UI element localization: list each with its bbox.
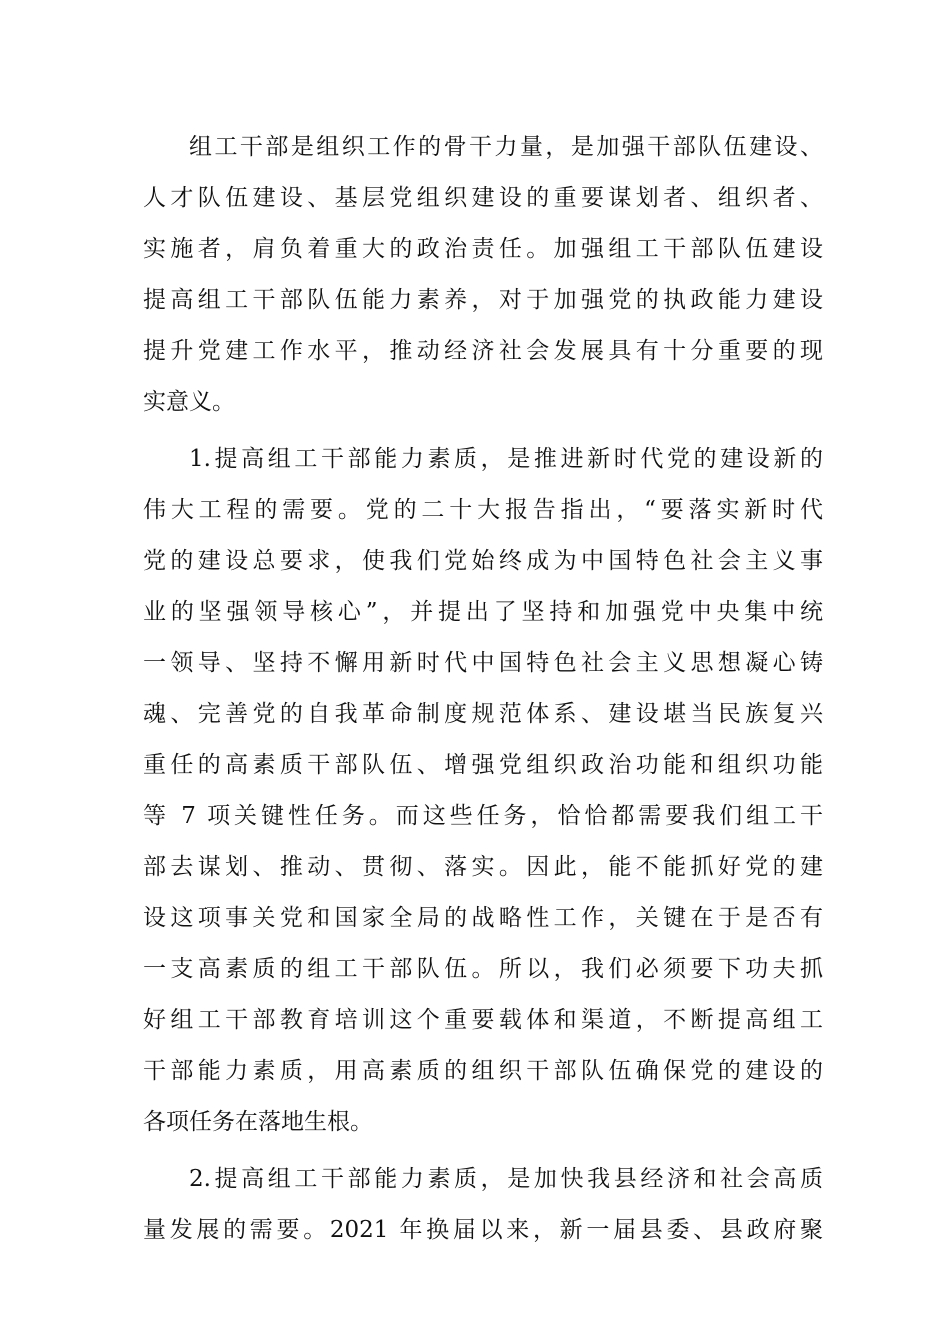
text-line: 等 7 项关键性任务。而这些任务，恰恰都需要我们组工干	[143, 803, 823, 829]
text-line: 业的坚强领导核心”，并提出了坚持和加强党中央集中统	[143, 599, 823, 625]
paragraph-point-2	[143, 1154, 823, 1256]
text-line: 党的建设总要求，使我们党始终成为中国特色社会主义事	[143, 548, 823, 574]
text-line: 伟大工程的需要。党的二十大报告指出，“要落实新时代	[143, 497, 823, 523]
text-line: 重任的高素质干部队伍、增强党组织政治功能和组织功能	[143, 752, 823, 778]
paragraph-point-1	[143, 434, 823, 1148]
text-line: 组工干部是组织工作的骨干力量，是加强干部队伍建设、	[189, 134, 823, 160]
paragraph-intro	[143, 122, 823, 428]
text-line: 1.提高组工干部能力素质，是推进新时代党的建设新的	[189, 446, 823, 472]
text-line: 2.提高组工干部能力素质，是加快我县经济和社会高质	[189, 1166, 823, 1192]
text-line: 各项任务在落地生根。	[143, 1109, 373, 1135]
text-line: 提升党建工作水平，推动经济社会发展具有十分重要的现	[143, 338, 823, 364]
text-line: 一领导、坚持不懈用新时代中国特色社会主义思想凝心铸	[143, 650, 823, 676]
text-line: 魂、完善党的自我革命制度规范体系、建设堪当民族复兴	[143, 701, 823, 727]
text-line: 部去谋划、推动、贯彻、落实。因此，能不能抓好党的建	[143, 854, 823, 880]
text-line: 提高组工干部队伍能力素养，对于加强党的执政能力建设	[143, 287, 823, 313]
text-line: 量发展的需要。2021 年换届以来，新一届县委、县政府聚	[143, 1217, 823, 1243]
text-line: 好组工干部教育培训这个重要载体和渠道，不断提高组工	[143, 1007, 823, 1033]
text-line: 设这项事关党和国家全局的战略性工作，关键在于是否有	[143, 905, 823, 931]
text-line: 人才队伍建设、基层党组织建设的重要谋划者、组织者、	[143, 185, 823, 211]
text-line: 干部能力素质，用高素质的组织干部队伍确保党的建设的	[143, 1058, 823, 1084]
text-line: 实意义。	[143, 389, 235, 415]
text-line: 一支高素质的组工干部队伍。所以，我们必须要下功夫抓	[143, 956, 823, 982]
text-line: 实施者，肩负着重大的政治责任。加强组工干部队伍建设	[143, 236, 823, 262]
document-body	[143, 122, 823, 1256]
